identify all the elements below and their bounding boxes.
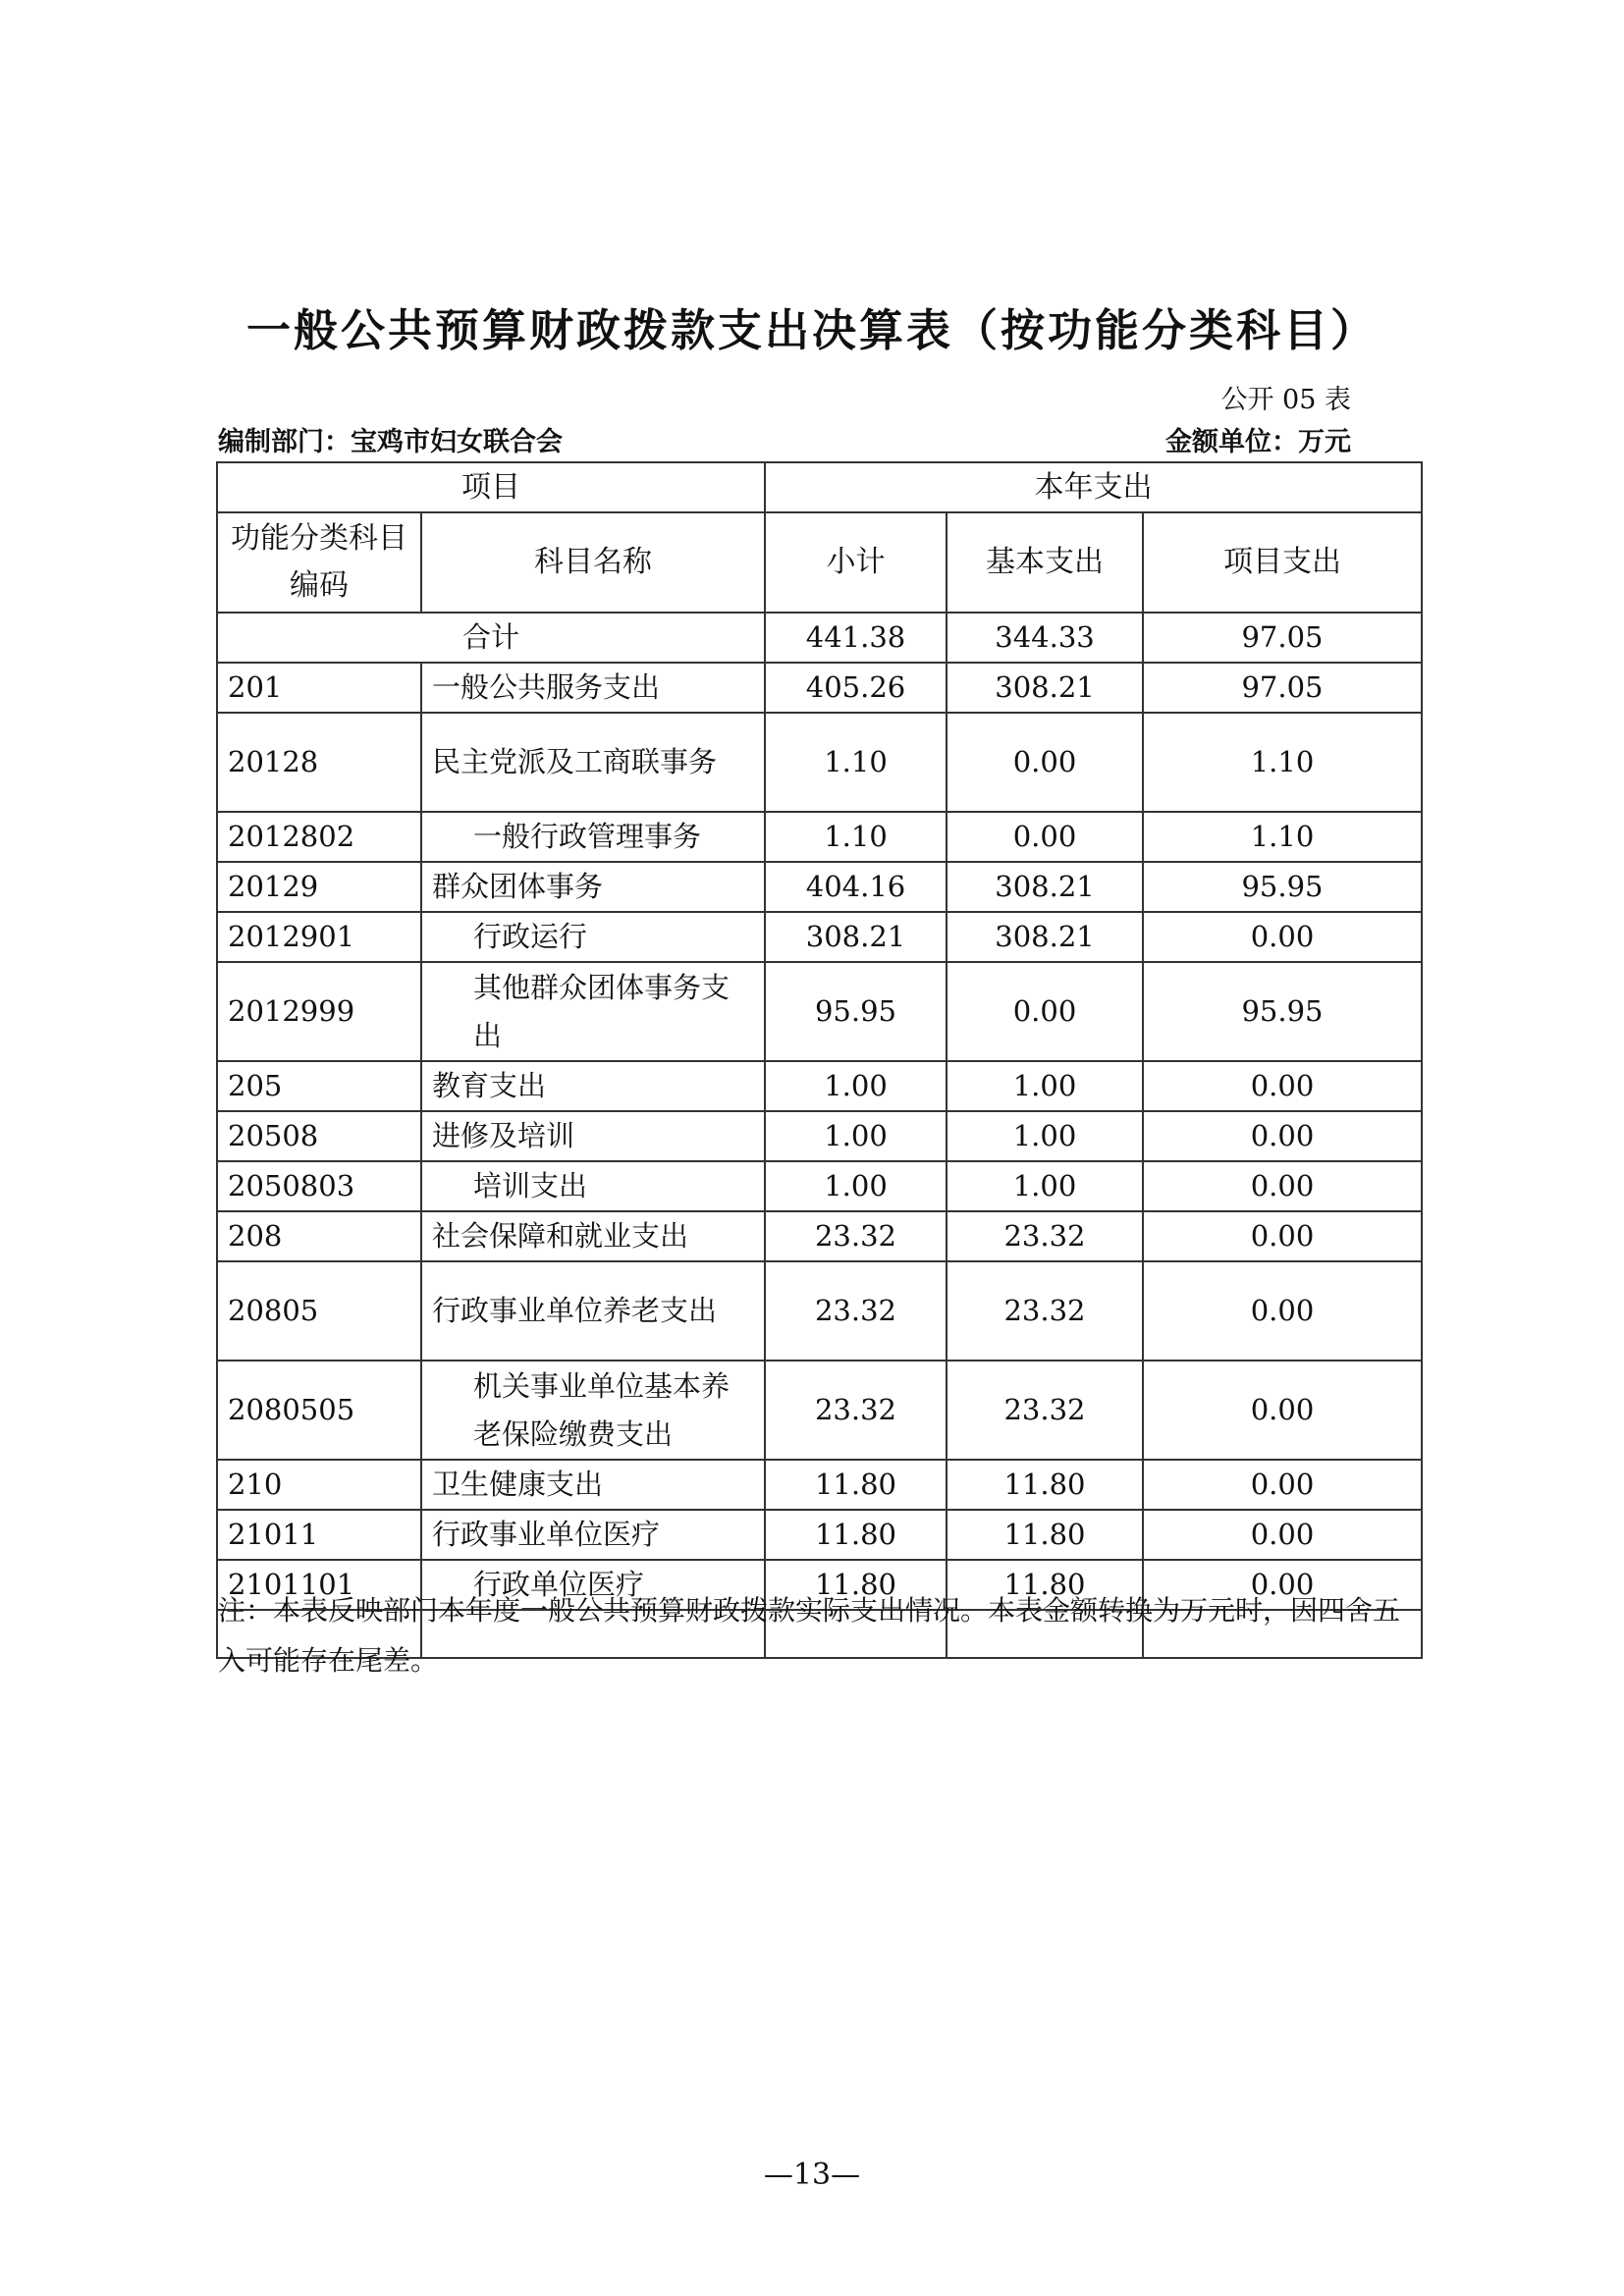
row-name: 行政运行	[421, 912, 765, 962]
row-code: 2050803	[217, 1161, 421, 1211]
page-title: 一般公共预算财政拨款支出决算表（按功能分类科目）	[245, 304, 1378, 356]
row-project: 97.05	[1143, 663, 1422, 713]
total-row	[217, 613, 1422, 663]
row-project: 0.00	[1143, 1211, 1422, 1261]
row-project: 95.95	[1143, 862, 1422, 912]
row-project: 95.95	[1143, 962, 1422, 1061]
table-row	[217, 1211, 1422, 1261]
row-basic: 1.00	[947, 1061, 1143, 1111]
row-basic: 23.32	[947, 1361, 1143, 1460]
row-subtotal: 95.95	[765, 962, 947, 1061]
row-subtotal: 404.16	[765, 862, 947, 912]
row-project: 0.00	[1143, 1510, 1422, 1560]
row-basic: 308.21	[947, 912, 1143, 962]
row-project: 1.10	[1143, 812, 1422, 862]
footnote: 注：本表反映部门本年度一般公共预算财政拨款实际支出情况。本表金额转换为万元时，因四舍五入可能存在尾差。	[218, 1594, 1401, 1677]
row-subtotal: 11.80	[765, 1560, 947, 1610]
header-subtotal: 小计	[765, 512, 947, 613]
table-row	[217, 713, 1422, 812]
header-code: 功能分类科目编码	[217, 512, 421, 613]
row-name: 行政事业单位医疗	[421, 1510, 765, 1560]
row-basic: 0.00	[947, 812, 1143, 862]
row-name: 其他群众团体事务支出	[421, 962, 765, 1061]
row-code: 2080505	[217, 1361, 421, 1460]
row-code: 20129	[217, 862, 421, 912]
row-subtotal: 1.00	[765, 1161, 947, 1211]
row-name: 机关事业单位基本养老保险缴费支出	[421, 1361, 765, 1460]
total-project: 97.05	[1143, 613, 1422, 663]
table-row	[217, 912, 1422, 962]
row-name: 培训支出	[421, 1161, 765, 1211]
row-name: 行政事业单位养老支出	[421, 1261, 765, 1361]
row-basic: 308.21	[947, 862, 1143, 912]
header-project: 项目支出	[1143, 512, 1422, 613]
table-row	[217, 962, 1422, 1061]
row-name: 进修及培训	[421, 1111, 765, 1161]
row-code: 201	[217, 663, 421, 713]
row-project: 0.00	[1143, 1111, 1422, 1161]
row-subtotal: 405.26	[765, 663, 947, 713]
row-subtotal: 11.80	[765, 1510, 947, 1560]
row-code: 2012802	[217, 812, 421, 862]
row-project: 0.00	[1143, 1161, 1422, 1211]
row-name: 一般行政管理事务	[421, 812, 765, 862]
total-label: 合计	[217, 613, 765, 663]
row-basic: 1.00	[947, 1111, 1143, 1161]
row-name: 卫生健康支出	[421, 1460, 765, 1510]
row-name: 社会保障和就业支出	[421, 1211, 765, 1261]
row-code: 205	[217, 1061, 421, 1111]
row-basic: 308.21	[947, 663, 1143, 713]
row-basic: 11.80	[947, 1510, 1143, 1560]
row-subtotal: 23.32	[765, 1361, 947, 1460]
row-name: 一般公共服务支出	[421, 663, 765, 713]
expenditure-table	[216, 461, 1423, 1659]
row-basic: 1.00	[947, 1161, 1143, 1211]
header-row-1	[217, 462, 1422, 512]
row-subtotal: 308.21	[765, 912, 947, 962]
row-project: 0.00	[1143, 1560, 1422, 1610]
amount-unit-label: 金额单位：万元	[1165, 427, 1351, 457]
row-subtotal: 11.80	[765, 1460, 947, 1510]
total-basic: 344.33	[947, 613, 1143, 663]
row-code: 208	[217, 1211, 421, 1261]
row-project: 0.00	[1143, 1361, 1422, 1460]
header-current-year: 本年支出	[765, 462, 1422, 512]
row-project: 0.00	[1143, 912, 1422, 962]
page-number: —13—	[763, 2158, 861, 2192]
table-row	[217, 1261, 1422, 1361]
table-row	[217, 812, 1422, 862]
row-code: 2012999	[217, 962, 421, 1061]
table-row	[217, 1361, 1422, 1460]
row-basic: 0.00	[947, 962, 1143, 1061]
row-basic: 11.80	[947, 1460, 1143, 1510]
row-project: 1.10	[1143, 713, 1422, 812]
row-basic: 23.32	[947, 1211, 1143, 1261]
table-number: 公开 05 表	[1220, 385, 1351, 415]
table-row	[217, 1161, 1422, 1211]
row-code: 20508	[217, 1111, 421, 1161]
header-row-2	[217, 512, 1422, 613]
table-row	[217, 1111, 1422, 1161]
row-project: 0.00	[1143, 1460, 1422, 1510]
table-row	[217, 663, 1422, 713]
header-item: 项目	[217, 462, 765, 512]
row-basic: 23.32	[947, 1261, 1143, 1361]
row-project: 0.00	[1143, 1061, 1422, 1111]
row-subtotal: 23.32	[765, 1211, 947, 1261]
header-basic: 基本支出	[947, 512, 1143, 613]
row-basic: 11.80	[947, 1560, 1143, 1610]
row-code: 21011	[217, 1510, 421, 1560]
row-name: 群众团体事务	[421, 862, 765, 912]
row-subtotal: 23.32	[765, 1261, 947, 1361]
row-code: 20128	[217, 713, 421, 812]
row-code: 210	[217, 1460, 421, 1510]
row-basic: 0.00	[947, 713, 1143, 812]
row-subtotal: 1.00	[765, 1061, 947, 1111]
header-name: 科目名称	[421, 512, 765, 613]
department-label: 编制部门：宝鸡市妇女联合会	[218, 427, 563, 457]
total-subtotal: 441.38	[765, 613, 947, 663]
table-row	[217, 1460, 1422, 1510]
row-project: 0.00	[1143, 1261, 1422, 1361]
row-name: 行政单位医疗	[421, 1560, 765, 1610]
row-name: 民主党派及工商联事务	[421, 713, 765, 812]
table-row	[217, 862, 1422, 912]
table-row	[217, 1061, 1422, 1111]
row-code: 20805	[217, 1261, 421, 1361]
row-subtotal: 1.10	[765, 713, 947, 812]
row-code: 2012901	[217, 912, 421, 962]
table-row	[217, 1510, 1422, 1560]
row-name: 教育支出	[421, 1061, 765, 1111]
row-subtotal: 1.10	[765, 812, 947, 862]
row-code: 2101101	[217, 1560, 421, 1610]
row-subtotal: 1.00	[765, 1111, 947, 1161]
